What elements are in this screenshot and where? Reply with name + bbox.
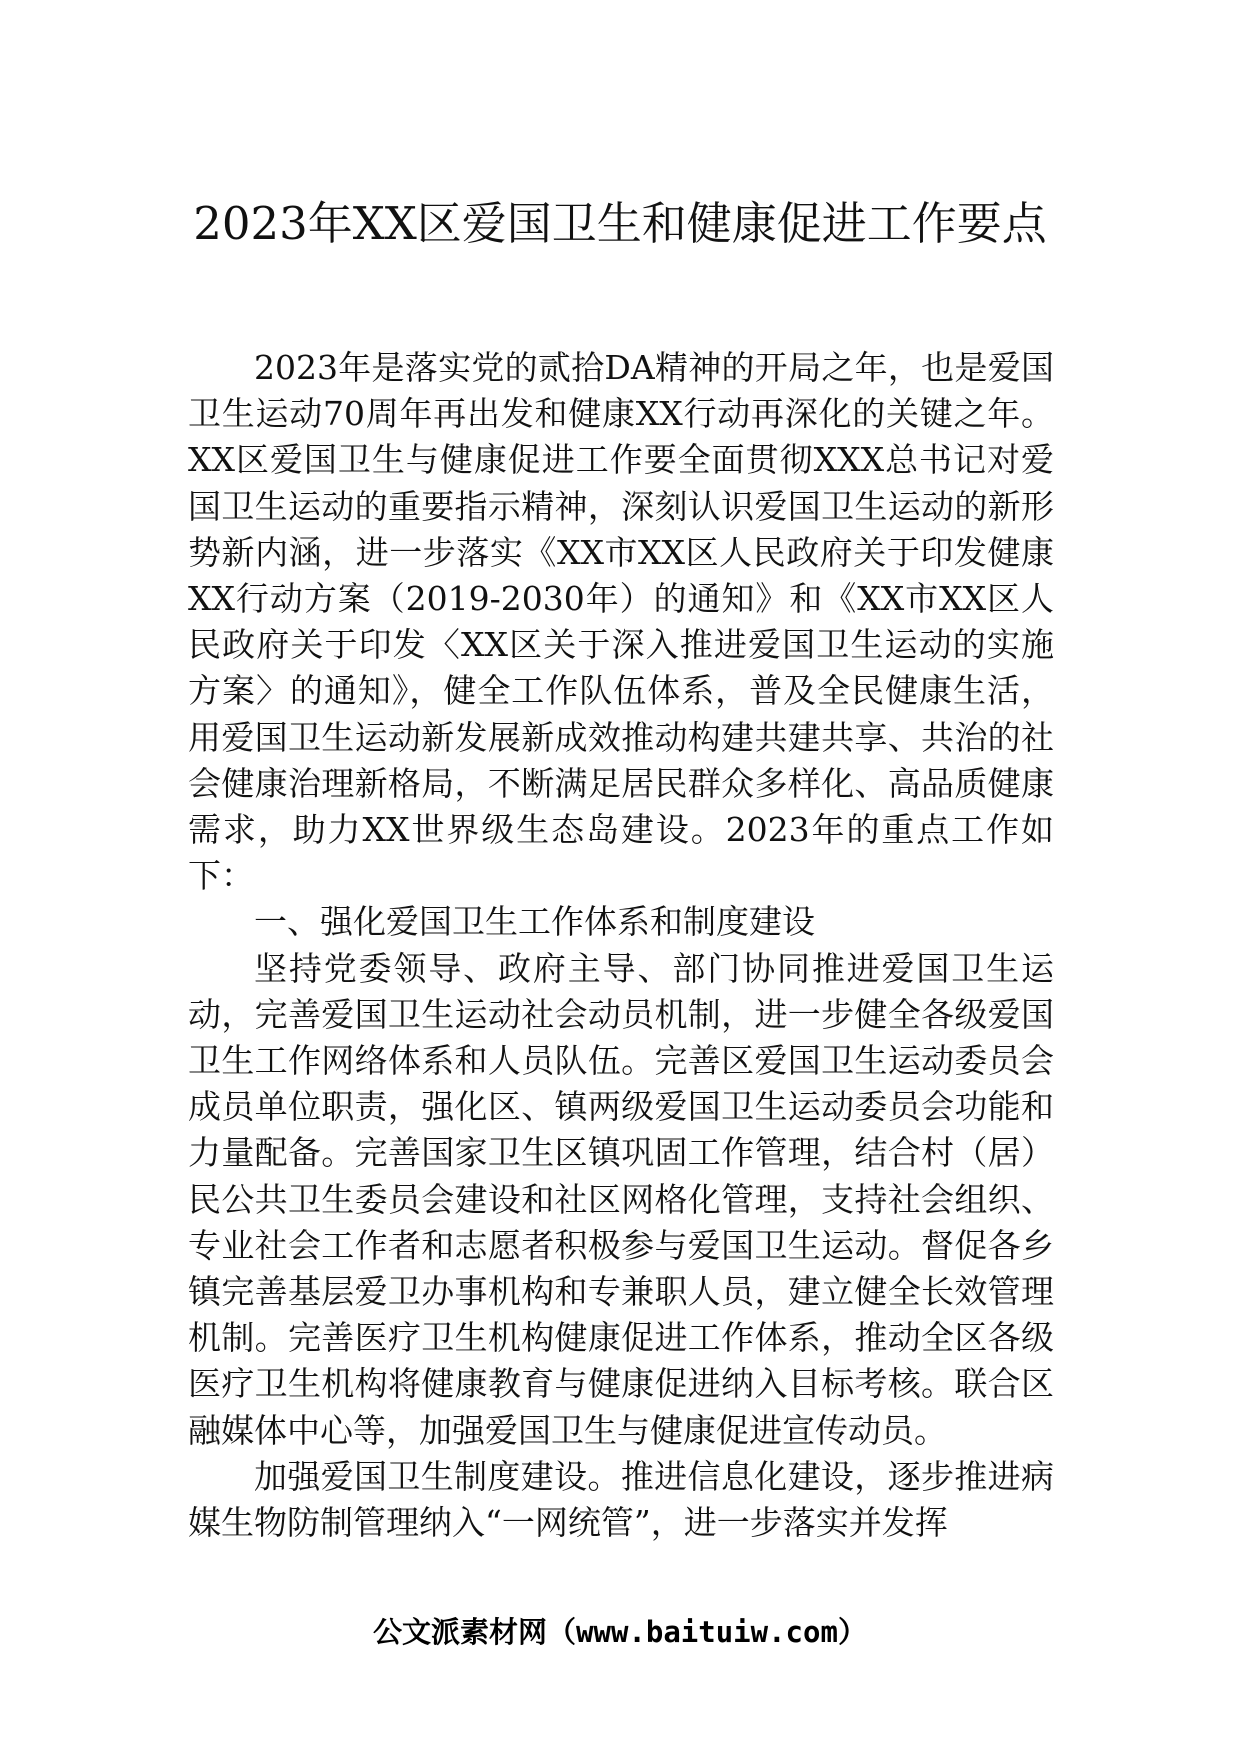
intro-paragraph: 2023年是落实党的贰拾DA精神的开局之年，也是爱国卫生运动70周年再出发和健康XX行动再深化的关键之年。XX区爱国卫生与健康促进工作要全面贯彻XXX总书记对爱国卫生运动的重要指示精神，深刻认识爱国卫生运动的新形势新内涵，进一步落实《XX市XX区人民政府关于印发健康XX行动方案（2019-2030年）的通知》和《XX市XX区人民政府关于印发〈XX区关于深入推进爱国卫生运动的实施方案〉的通知》，健全工作队伍体系，普及全民健康生活，用爱国卫生运动新发展新成效推动构建共建共享、共治的社会健康治理新格局，不断满足居民群众多样化、高品质健康需求，助力XX世界级生态岛建设。2023年的重点工作如下： bbox=[188, 348, 1054, 896]
section-paragraph-1: 坚持党委领导、政府主导、部门协同推进爱国卫生运动，完善爱国卫生运动社会动员机制，进一步健全各级爱国卫生工作网络体系和人员队伍。完善区爱国卫生运动委员会成员单位职责，强化区、镇两级爱国卫生运动委员会功能和力量配备。完善国家卫生区镇巩固工作管理，结合村（居）民公共卫生委员会建设和社区网格化管理，支持社会组织、专业社会工作者和志愿者积极参与爱国卫生运动。督促各乡镇完善基层爱卫办事机构和专兼职人员，建立健全长效管理机制。完善医疗卫生机构健康促进工作体系，推动全区各级医疗卫生机构将健康教育与健康促进纳入目标考核。联合区融媒体中心等，加强爱国卫生与健康促进宣传动员。 bbox=[188, 948, 1054, 1450]
section-paragraph-2: 加强爱国卫生制度建设。推进信息化建设，逐步推进病媒生物防制管理纳入“一网统管”，进一步落实并发挥 bbox=[188, 1456, 1054, 1543]
document-body bbox=[188, 345, 1054, 1546]
document-title: 2023年XX区爱国卫生和健康促进工作要点 bbox=[193, 197, 1047, 250]
section-heading: 一、强化爱国卫生工作体系和制度建设 bbox=[254, 902, 815, 942]
footer-watermark: 公文派素材网（www.baituiw.com） bbox=[373, 1615, 867, 1649]
